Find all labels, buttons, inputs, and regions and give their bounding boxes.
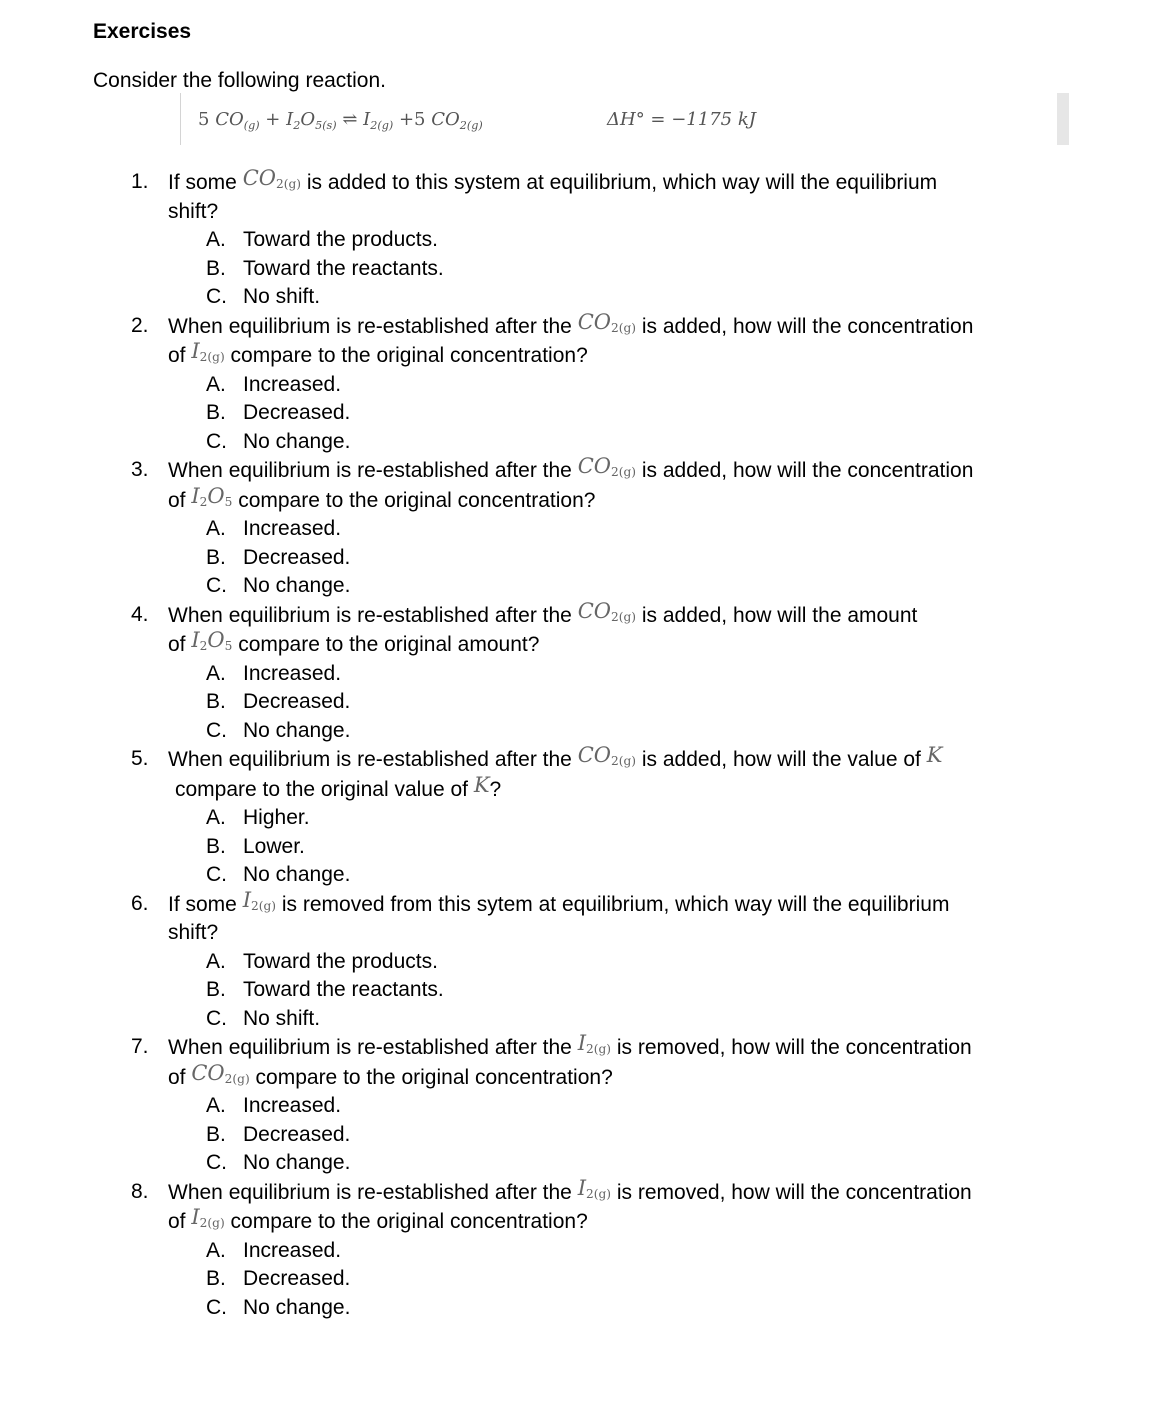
choice-b[interactable]: B. Decreased. [206, 401, 351, 424]
choice-b[interactable]: B. Decreased. [206, 690, 351, 713]
choice-b[interactable]: B. Decreased. [206, 1122, 351, 1146]
question-number: 4. [131, 602, 149, 626]
choice-a[interactable]: A. Increased. [206, 1094, 342, 1117]
answer-choices [206, 1237, 1172, 1323]
question-4 [0, 598, 1172, 746]
question-number: 7. [131, 1035, 149, 1058]
choice-c[interactable]: C. No change. [206, 1295, 351, 1319]
question-7 [0, 1033, 1172, 1178]
co2-formula: $CO_{2(g)}$ [577, 309, 637, 335]
co2-formula: $CO_{2(g)}$ [577, 743, 637, 768]
question-text: When equilibrium is re-established after the $CO_{2(g)}$ is added, how will the amount of $I_2O_5$ compare to the original amount? [168, 598, 918, 656]
question-6 [0, 887, 1172, 1034]
question-text: When equilibrium is re-established after the $CO_{2(g)}$ is added, how will the value of K compare to the original value of K? [168, 743, 943, 801]
i2o5-formula: $I_2O_5$ [191, 483, 233, 509]
choice-b[interactable]: B. Toward the reactants. [206, 256, 444, 280]
reaction-formula: 5 $CO_{(g)} + I_2O_{5(s)}$ ⇌ $I_{2(g)} +5$ $CO_{2(g)}$ [198, 109, 483, 132]
k-symbol: K [473, 772, 490, 797]
choice-a[interactable]: A. Toward the products. [206, 228, 438, 251]
choice-a[interactable]: A. Increased. [206, 517, 342, 540]
question-number: 2. [131, 313, 149, 337]
answer-choices [206, 660, 1172, 746]
reaction-equation [180, 93, 889, 145]
intro-text: Consider the following reaction. [93, 69, 386, 92]
choice-b[interactable]: B. Toward the reactants. [206, 978, 444, 1001]
choice-c[interactable]: C. No change. [206, 1151, 351, 1174]
question-number: 3. [131, 458, 149, 481]
question-text: When equilibrium is re-established after the $CO_{2(g)}$ is added, how will the concentration of $I_2O_5$ compare to the original concentration? [168, 454, 974, 512]
choice-b[interactable]: B. Decreased. [206, 545, 351, 569]
question-2 [0, 309, 1172, 457]
question-1 [0, 168, 1172, 312]
co2-formula: $CO_{2(g)}$ [191, 1060, 250, 1086]
i2-formula: $I_{2(g)}$ [577, 1175, 612, 1201]
question-list [0, 168, 1172, 1322]
co2-formula: $CO_{2(g)}$ [242, 166, 302, 191]
question-8 [0, 1175, 1172, 1323]
choice-b[interactable]: B. Lower. [206, 834, 305, 858]
question-text: If some $I_{2(g)}$ is removed from this sytem at equilibrium, which way will the equilibrium shift? [168, 887, 950, 944]
k-symbol: K [926, 743, 943, 767]
i2o5-formula: $I_2O_5$ [191, 628, 233, 653]
i2-formula: $I_{2(g)}$ [577, 1031, 612, 1056]
question-5 [0, 745, 1172, 890]
choice-c[interactable]: C. No change. [206, 574, 351, 597]
choice-c[interactable]: C. No change. [206, 863, 351, 886]
i2-formula: $I_{2(g)}$ [191, 339, 225, 364]
choice-c[interactable]: C. No shift. [206, 1006, 321, 1030]
section-heading: Exercises [93, 20, 192, 43]
choice-a[interactable]: A. Higher. [206, 806, 310, 829]
equation-frame-bar [1057, 93, 1069, 145]
co2-formula: $CO_{2(g)}$ [577, 598, 637, 624]
choice-c[interactable]: C. No change. [206, 718, 351, 742]
question-text: When equilibrium is re-established after the $I_{2(g)}$ is removed, how will the concentration of $CO_{2(g)}$ compare to the original concentration? [168, 1031, 972, 1089]
question-text: If some $CO_{2(g)}$ is added to this system at equilibrium, which way will the equilibrium shift? [168, 166, 938, 223]
question-number: 5. [131, 747, 149, 770]
choice-c[interactable]: C. No shift. [206, 285, 321, 308]
answer-choices [206, 804, 1172, 890]
choice-a[interactable]: A. Increased. [206, 372, 342, 396]
choice-c[interactable]: C. No change. [206, 429, 351, 453]
choice-b[interactable]: B. Decreased. [206, 1267, 351, 1290]
answer-choices [206, 371, 1172, 457]
answer-choices [206, 226, 1172, 312]
co2-formula: $CO_{2(g)}$ [577, 454, 637, 479]
answer-choices [206, 948, 1172, 1034]
choice-a[interactable]: A. Increased. [206, 1238, 342, 1262]
question-text: When equilibrium is re-established after the $I_{2(g)}$ is removed, how will the concentration of $I_{2(g)}$ compare to the original concentration? [168, 1175, 972, 1233]
question-number: 6. [131, 891, 149, 915]
question-text: When equilibrium is re-established after the $CO_{2(g)}$ is added, how will the concentration of $I_{2(g)}$ compare to the original concentration? [168, 309, 974, 367]
i2-formula: $I_{2(g)}$ [191, 1205, 225, 1230]
choice-a[interactable]: A. Toward the products. [206, 949, 438, 973]
question-number: 1. [131, 170, 149, 193]
choice-a[interactable]: A. Increased. [206, 661, 342, 685]
question-3 [0, 456, 1172, 601]
i2-formula: $I_{2(g)}$ [242, 887, 277, 913]
enthalpy-change: ΔH° = −1175 kJ [607, 109, 756, 130]
question-number: 8. [131, 1179, 149, 1203]
answer-choices [206, 1092, 1172, 1178]
answer-choices [206, 515, 1172, 601]
